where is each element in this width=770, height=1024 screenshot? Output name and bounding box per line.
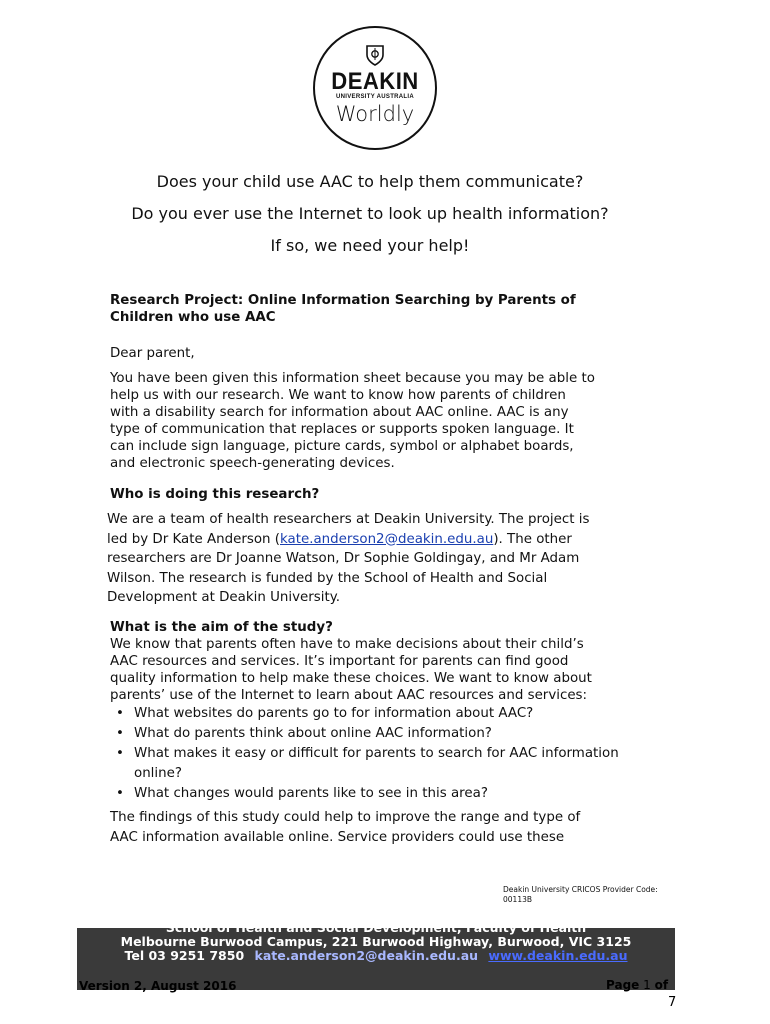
paragraph-line: You have been given this information sheet because you may be able to [110,371,595,386]
email-link[interactable]: kate.anderson2@deakin.edu.au [280,531,494,547]
paragraph-line: can include sign language, picture cards, symbol or alphabet boards, [110,439,574,454]
project-title-line: Research Project: Online Information Searching by Parents of [110,293,576,308]
aim-heading: What is the aim of the study? [110,620,333,635]
project-title [110,292,690,326]
project-title-line: Children who use AAC [110,310,276,325]
who-heading: Who is doing this research? [110,487,320,502]
salutation: Dear parent, [110,346,195,361]
intro-paragraph [110,370,710,472]
aim-paragraph [110,636,710,704]
cricos-line: Deakin University CRICOS Provider Code: [503,885,658,894]
paragraph-line: AAC resources and services. It’s important for parents can find good [110,654,569,669]
paragraph-line: type of communication that replaces or supports spoken language. It [110,422,574,437]
deakin-logo [313,26,437,150]
paragraph-line: We know that parents often have to make decisions about their child’s [110,637,584,652]
paragraph-text: led by Dr Kate Anderson ( [107,531,280,547]
page-label: Page [606,978,640,992]
page-total: 7 [668,995,677,1010]
crest-icon [365,44,385,66]
paragraph-line: AAC information available online. Service providers could use these [110,830,565,845]
cricos-note [503,885,693,905]
logo-subtitle: UNIVERSITY AUSTRALIA [335,94,414,100]
paragraph-line [107,530,707,550]
footer-contact [77,948,675,963]
footer-phone: Tel 03 9251 7850 [124,948,245,963]
paragraph-line: The findings of this study could help to improve the range and type of [110,810,581,825]
page-of: of [654,978,669,992]
paragraph-line: and electronic speech-generating devices. [110,456,395,471]
who-paragraph [107,510,707,608]
intro-question-2: Do you ever use the Internet to look up health information? [131,204,609,223]
paragraph-line: quality information to help make these choices. We want to know about [110,671,592,686]
paragraph-text: ). The other [493,531,572,547]
logo-wordmark: DEAKIN [331,68,419,95]
footer-address: Melbourne Burwood Campus, 221 Burwood Highway, Burwood, VIC 3125 [120,934,632,949]
list-item: • What do parents think about online AAC information? [110,724,630,744]
aim-bullet-list [110,704,630,804]
paragraph-line: Wilson. The research is funded by the School of Health and Social [107,570,548,586]
paragraph-line: researchers are Dr Joanne Watson, Dr Sophie Goldingay, and Mr Adam [107,551,580,566]
cricos-code: 00113B [503,895,533,904]
intro-question-1: Does your child use AAC to help them communicate? [156,172,584,191]
document-version: Version 2, August 2016 [79,979,237,993]
paragraph-line: We are a team of health researchers at Deakin University. The project is [107,512,590,527]
footer-email-link[interactable]: kate.anderson2@deakin.edu.au [254,948,479,963]
paragraph-line: parents’ use of the Internet to learn about AAC resources and services: [110,688,588,703]
paragraph-line: Development at Deakin University. [107,590,340,605]
list-item: • What makes it easy or difficult for parents to search for AAC information online? [110,744,630,784]
logo-tagline: Worldly [335,102,415,126]
intro-call-to-action: If so, we need your help! [270,236,470,255]
paragraph-line: help us with our research. We want to know how parents of children [110,388,566,403]
findings-paragraph [110,808,710,848]
footer-faculty: School of Health and Social Development, Faculty of Health [165,920,587,935]
list-item: • What websites do parents go to for information about AAC? [110,704,630,724]
page-indicator [606,978,668,992]
page-current: 1 [643,978,651,992]
list-item: • What changes would parents like to see in this area? [110,784,630,804]
paragraph-line: with a disability search for information about AAC online. AAC is any [110,405,569,420]
footer-website-link[interactable]: www.deakin.edu.au [488,948,628,963]
